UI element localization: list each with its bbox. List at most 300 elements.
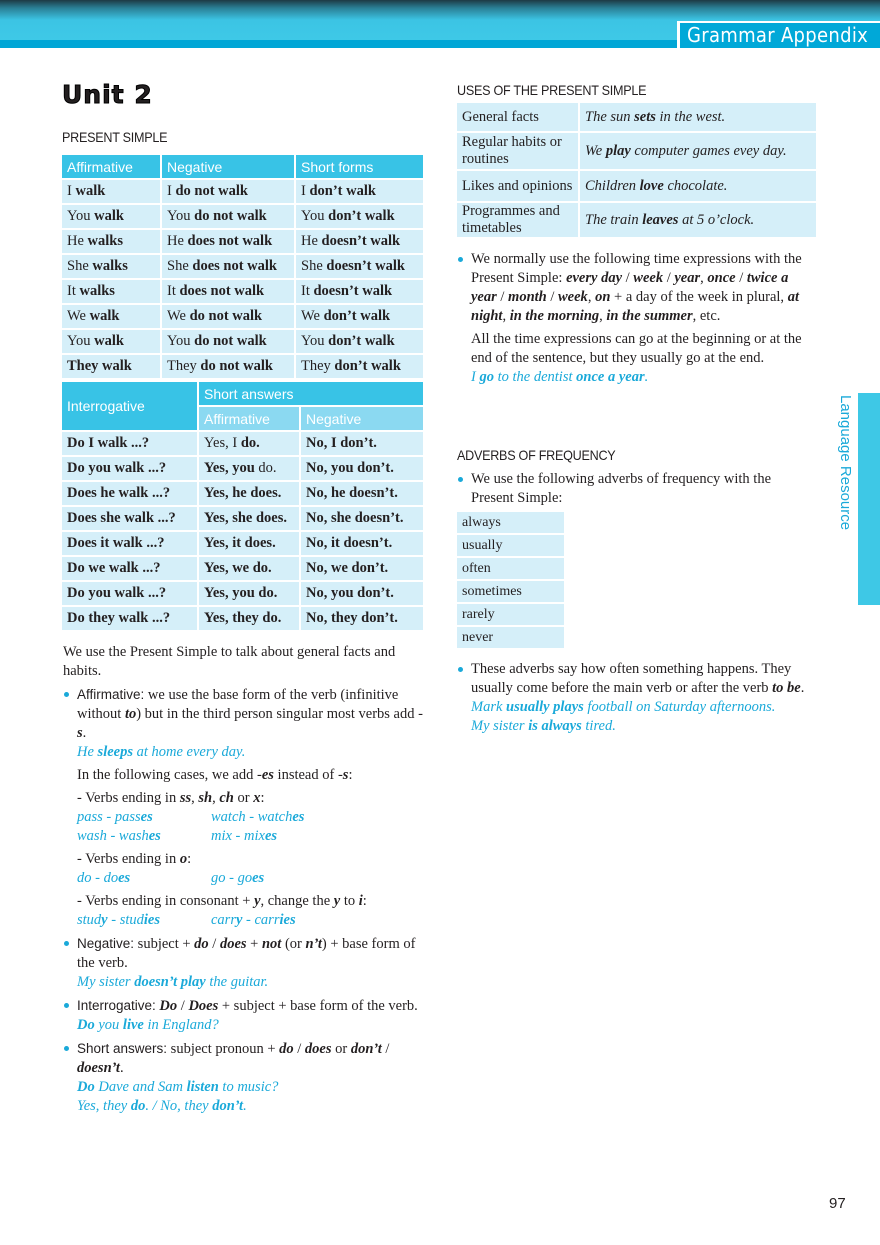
example-word bbox=[211, 808, 304, 827]
note bbox=[77, 789, 423, 808]
text-segment: Does she walk ...? bbox=[67, 510, 176, 526]
page-number: 97 bbox=[829, 1195, 846, 1212]
text-segment: Do bbox=[77, 1017, 95, 1033]
example-word bbox=[77, 808, 211, 827]
text-segment: It bbox=[167, 283, 180, 299]
text-segment: at home every day. bbox=[132, 744, 246, 760]
col-interrogative: Interrogative bbox=[62, 382, 197, 430]
table-cell bbox=[199, 532, 299, 555]
text-segment: , bbox=[587, 289, 596, 305]
table-cell bbox=[62, 432, 197, 455]
text-segment: is always bbox=[528, 718, 582, 734]
table-row bbox=[62, 230, 423, 253]
table-row bbox=[457, 535, 564, 556]
text-segment: does not walk bbox=[187, 233, 273, 249]
table-cell bbox=[199, 557, 299, 580]
table-cell bbox=[162, 355, 294, 378]
table-cell bbox=[457, 203, 578, 237]
table-row bbox=[457, 604, 564, 625]
text-segment: don’t walk bbox=[323, 308, 391, 324]
text-segment: I bbox=[471, 369, 480, 385]
text-segment: ) but in the third person singular most verbs add - bbox=[136, 706, 423, 722]
adverb-item: often bbox=[457, 558, 564, 579]
table-row bbox=[62, 557, 423, 580]
paragraph bbox=[457, 330, 817, 368]
text-segment: we use the base form of the verb (infinitive without bbox=[77, 687, 399, 722]
text-segment: the guitar. bbox=[205, 974, 269, 990]
text-segment: Yes, they bbox=[77, 1098, 131, 1114]
text-segment: , bbox=[191, 790, 199, 806]
text-segment: He bbox=[77, 744, 98, 760]
text-segment: : bbox=[260, 790, 265, 806]
text-segment: usually plays bbox=[506, 699, 584, 715]
bullet-text bbox=[156, 998, 418, 1014]
text-segment: . bbox=[243, 1098, 247, 1114]
text-segment: computer games evey day. bbox=[630, 142, 787, 159]
table-cell bbox=[580, 171, 816, 201]
table-cell bbox=[301, 557, 423, 580]
unit-title: Unit 2 bbox=[62, 80, 153, 109]
example-pair bbox=[77, 808, 423, 827]
example-pair bbox=[77, 827, 423, 846]
text-segment: Children bbox=[585, 177, 640, 194]
text-segment: walk bbox=[75, 183, 106, 199]
table-row bbox=[62, 205, 423, 228]
text-segment: / bbox=[293, 1041, 305, 1057]
adverbs-bullet bbox=[457, 470, 817, 508]
text-segment: don’t walk bbox=[334, 358, 401, 374]
adverb-item: always bbox=[457, 512, 564, 533]
text-segment: No, he doesn’t. bbox=[306, 485, 398, 501]
table-cell bbox=[62, 482, 197, 505]
text-segment: + bbox=[246, 936, 262, 952]
text-segment: tired. bbox=[581, 718, 616, 734]
text-segment: once a year bbox=[576, 369, 645, 385]
table-cell bbox=[580, 203, 816, 237]
text-segment: No, she doesn’t. bbox=[306, 510, 404, 526]
text-segment: sleeps bbox=[97, 744, 133, 760]
table-row bbox=[62, 432, 423, 455]
text-segment: walks bbox=[92, 258, 128, 274]
text-segment: chocolate. bbox=[663, 177, 728, 194]
text-segment: doesn’t walk bbox=[326, 258, 405, 274]
text-segment: Does bbox=[188, 998, 219, 1014]
text-segment: es bbox=[140, 809, 153, 825]
table-cell bbox=[457, 133, 578, 169]
text-segment: to be bbox=[772, 680, 801, 696]
text-segment: live bbox=[122, 1017, 144, 1033]
example-word bbox=[77, 911, 211, 930]
text-segment: once bbox=[707, 270, 736, 286]
text-segment: walks bbox=[87, 233, 124, 249]
text-segment: sets bbox=[634, 108, 656, 125]
text-segment: The train bbox=[585, 211, 643, 228]
text-segment: to bbox=[340, 893, 359, 909]
note bbox=[77, 850, 423, 869]
table-cell bbox=[62, 330, 160, 353]
table-cell bbox=[162, 280, 294, 303]
table-cell bbox=[199, 507, 299, 530]
text-segment: do not walk bbox=[194, 333, 267, 349]
text-segment: Yes, he does. bbox=[204, 485, 282, 501]
text-segment: mix - mix bbox=[211, 828, 265, 844]
text-segment: / bbox=[381, 1041, 390, 1057]
text-segment: We bbox=[167, 308, 190, 324]
text-segment: love bbox=[639, 177, 664, 194]
adverb-item: usually bbox=[457, 535, 564, 556]
text-segment: Do we walk ...? bbox=[67, 560, 161, 576]
text-segment: walk bbox=[94, 208, 124, 224]
text-segment: , etc. bbox=[692, 308, 721, 324]
col-short-answers: Short answers bbox=[199, 382, 423, 405]
table-cell bbox=[162, 180, 294, 203]
text-segment: We bbox=[301, 308, 324, 324]
text-segment: do bbox=[130, 1098, 146, 1114]
text-segment: ies bbox=[279, 912, 296, 928]
table-row bbox=[62, 482, 423, 505]
text-segment: + a day of the week in plural, bbox=[610, 289, 788, 305]
uses-heading: USES OF THE PRESENT SIMPLE bbox=[457, 82, 647, 98]
text-segment: He bbox=[67, 233, 88, 249]
text-segment: Do they walk ...? bbox=[67, 610, 171, 626]
table-cell bbox=[62, 557, 197, 580]
table-cell bbox=[301, 482, 423, 505]
text-segment: leaves bbox=[642, 211, 679, 228]
text-segment: go - go bbox=[211, 870, 253, 886]
text-segment: . bbox=[119, 1060, 124, 1076]
text-segment: / bbox=[177, 998, 189, 1014]
text-segment: y bbox=[333, 893, 341, 909]
text-segment: He bbox=[301, 233, 322, 249]
text-segment: Yes, you bbox=[204, 460, 259, 476]
table-row bbox=[62, 330, 423, 353]
note bbox=[77, 766, 423, 785]
text-segment: Likes and opinions bbox=[462, 177, 573, 194]
text-segment: year bbox=[674, 270, 701, 286]
text-segment: s bbox=[342, 767, 349, 783]
table-cell bbox=[301, 432, 423, 455]
example-word bbox=[77, 827, 211, 846]
example bbox=[457, 368, 817, 387]
table-row bbox=[62, 255, 423, 278]
interrogative-bullet bbox=[63, 996, 423, 1035]
note bbox=[77, 892, 423, 911]
text-segment: do not walk bbox=[200, 358, 273, 374]
col-sa-negative: Negative bbox=[301, 407, 423, 430]
text-segment: , bbox=[502, 308, 510, 324]
table-cell bbox=[301, 582, 423, 605]
text-segment: y bbox=[235, 912, 243, 928]
text-segment: does not walk bbox=[192, 258, 277, 274]
text-segment: walks bbox=[79, 283, 115, 299]
bullet-label: Negative: bbox=[77, 936, 135, 951]
text-segment: watch - watch bbox=[211, 809, 293, 825]
text-segment: , bbox=[700, 270, 708, 286]
table-cell bbox=[62, 355, 160, 378]
text-segment: . bbox=[82, 725, 87, 741]
section-title: Grammar Appendix bbox=[677, 21, 880, 48]
text-segment: Yes, I bbox=[204, 435, 241, 451]
text-segment: to bbox=[124, 706, 137, 722]
text-segment: to the dentist bbox=[493, 369, 577, 385]
text-segment: to music? bbox=[218, 1079, 279, 1095]
text-segment: doesn’t walk bbox=[313, 283, 393, 299]
text-segment: General facts bbox=[462, 108, 539, 125]
table-cell bbox=[62, 607, 197, 630]
text-segment: / bbox=[546, 289, 559, 305]
table-cell bbox=[296, 230, 423, 253]
text-segment: does bbox=[219, 936, 247, 952]
text-segment: does bbox=[304, 1041, 332, 1057]
text-segment: y bbox=[254, 893, 261, 909]
text-segment: My sister bbox=[471, 718, 529, 734]
text-segment: sh bbox=[198, 790, 213, 806]
table-cell bbox=[199, 457, 299, 480]
text-segment: . bbox=[644, 369, 649, 385]
text-segment: stud bbox=[77, 912, 102, 928]
text-segment: don’t bbox=[350, 1041, 382, 1057]
text-segment: - carr bbox=[242, 912, 280, 928]
text-segment: She bbox=[67, 258, 93, 274]
adverbs-position-bullet bbox=[457, 660, 817, 698]
col-negative: Negative bbox=[162, 155, 294, 178]
table-cell bbox=[162, 230, 294, 253]
text-segment: s bbox=[77, 725, 83, 741]
text-segment: Do bbox=[77, 1079, 95, 1095]
text-segment: Do you walk ...? bbox=[67, 585, 167, 601]
table-cell bbox=[62, 582, 197, 605]
text-segment: - Verbs ending in bbox=[77, 790, 180, 806]
text-segment: She bbox=[167, 258, 193, 274]
text-segment: In the following cases, we add - bbox=[77, 767, 262, 783]
text-segment: The sun bbox=[585, 108, 635, 125]
text-segment: es bbox=[261, 767, 274, 783]
text-segment: , change the bbox=[260, 893, 334, 909]
table-cell bbox=[296, 180, 423, 203]
text-segment: / bbox=[735, 270, 747, 286]
text-segment: You bbox=[67, 333, 95, 349]
table-row bbox=[62, 280, 423, 303]
text-segment: walk bbox=[89, 308, 120, 324]
bullet-label: Interrogative: bbox=[77, 998, 156, 1013]
text-segment: wash - wash bbox=[77, 828, 149, 844]
table-cell bbox=[580, 103, 816, 131]
text-segment: All the time expressions can go at the beginning or at the end of the sentence, but they usually go at the end. bbox=[471, 331, 802, 366]
text-segment: do. bbox=[240, 435, 260, 451]
text-segment: You bbox=[301, 208, 329, 224]
text-segment: : bbox=[348, 767, 353, 783]
example-word bbox=[211, 911, 296, 930]
col-short-forms: Short forms bbox=[296, 155, 423, 178]
left-explanation bbox=[63, 643, 423, 1120]
example bbox=[77, 1078, 423, 1097]
table-cell bbox=[301, 457, 423, 480]
example bbox=[77, 973, 423, 992]
text-segment: You bbox=[167, 208, 195, 224]
negative-bullet bbox=[63, 934, 423, 992]
text-segment: She bbox=[301, 258, 327, 274]
table-cell bbox=[296, 280, 423, 303]
text-segment: / bbox=[496, 289, 509, 305]
example-word bbox=[211, 827, 277, 846]
text-segment: week bbox=[633, 270, 664, 286]
text-segment: do - do bbox=[77, 870, 119, 886]
text-segment: on bbox=[595, 289, 611, 305]
text-segment: My sister bbox=[77, 974, 135, 990]
text-segment: don’t walk bbox=[328, 208, 395, 224]
time-expressions-bullet bbox=[457, 250, 817, 326]
text-segment: don’t walk bbox=[328, 333, 395, 349]
text-segment: week bbox=[558, 289, 588, 305]
text-segment: or bbox=[233, 790, 254, 806]
interrogative-table bbox=[60, 380, 425, 632]
text-segment: es bbox=[252, 870, 265, 886]
text-segment: listen bbox=[186, 1079, 219, 1095]
table-cell bbox=[62, 457, 197, 480]
text-segment: I bbox=[67, 183, 76, 199]
text-segment: in the west. bbox=[655, 108, 726, 125]
text-segment: don’t walk bbox=[309, 183, 376, 199]
table-cell bbox=[62, 280, 160, 303]
bullet-label: Short answers: bbox=[77, 1041, 168, 1056]
text-segment: - Verbs ending in consonant + bbox=[77, 893, 255, 909]
text-segment: Yes, we do. bbox=[204, 560, 272, 576]
table-row bbox=[62, 607, 423, 630]
table-cell bbox=[62, 180, 160, 203]
text-segment: - stud bbox=[107, 912, 144, 928]
table-row bbox=[457, 171, 816, 201]
text-segment: you bbox=[94, 1017, 123, 1033]
text-segment: es bbox=[264, 828, 278, 844]
adverb-item: sometimes bbox=[457, 581, 564, 602]
table-cell bbox=[62, 305, 160, 328]
text-segment: o bbox=[179, 851, 188, 867]
text-segment: Do you walk ...? bbox=[67, 460, 167, 476]
text-segment: does not walk bbox=[179, 283, 265, 299]
text-segment: do not walk bbox=[175, 183, 248, 199]
table-cell bbox=[199, 582, 299, 605]
table-cell bbox=[62, 532, 197, 555]
side-tab-label: Language Resource bbox=[837, 395, 854, 531]
text-segment: Mark bbox=[471, 699, 507, 715]
example bbox=[77, 743, 423, 762]
text-segment: ies bbox=[143, 912, 160, 928]
text-segment: not bbox=[261, 936, 282, 952]
intro-text bbox=[63, 643, 423, 681]
example-pair bbox=[77, 869, 423, 888]
text-segment: go bbox=[479, 369, 494, 385]
text-segment: Dave and Sam bbox=[94, 1079, 187, 1095]
table-row bbox=[62, 507, 423, 530]
table-row bbox=[62, 180, 423, 203]
text-segment: i bbox=[358, 893, 363, 909]
text-segment: You bbox=[67, 208, 95, 224]
text-segment: or bbox=[331, 1041, 351, 1057]
text-segment: at 5 o’clock. bbox=[678, 211, 755, 228]
text-segment: : bbox=[187, 851, 192, 867]
text-segment: They bbox=[301, 358, 335, 374]
text-segment: (or bbox=[281, 936, 306, 952]
text-segment: Yes, it does. bbox=[204, 535, 276, 551]
text-segment: pass - pass bbox=[77, 809, 141, 825]
table-row bbox=[62, 305, 423, 328]
text-segment: do not walk bbox=[189, 308, 263, 324]
uses-explanation bbox=[457, 250, 817, 387]
text-segment: We bbox=[67, 308, 90, 324]
example bbox=[457, 698, 817, 717]
table-cell bbox=[62, 230, 160, 253]
text-segment: + subject + base form of the verb. bbox=[218, 998, 418, 1014]
example bbox=[77, 1097, 423, 1116]
table-cell bbox=[162, 205, 294, 228]
text-segment: Do I walk ...? bbox=[67, 435, 150, 451]
text-segment: Does he walk ...? bbox=[67, 485, 171, 501]
text-segment: doesn’t play bbox=[134, 974, 206, 990]
text-segment: n’t bbox=[305, 936, 322, 952]
text-segment: x bbox=[253, 790, 261, 806]
table-cell bbox=[301, 507, 423, 530]
table-cell bbox=[162, 330, 294, 353]
text-segment: No, we don’t. bbox=[306, 560, 389, 576]
text-segment: do bbox=[279, 1041, 294, 1057]
adverbs-usage bbox=[457, 660, 817, 736]
text-segment: Programmes and timetables bbox=[462, 203, 560, 236]
text-segment: doesn’t bbox=[77, 1060, 120, 1076]
text-segment: do bbox=[194, 936, 209, 952]
text-segment: ) + base form of the verb. bbox=[77, 936, 416, 971]
text-segment: in the morning bbox=[509, 308, 600, 324]
text-segment: We normally use the following time expressions with the Present Simple: bbox=[471, 251, 802, 286]
text-segment: No, they don’t. bbox=[306, 610, 398, 626]
text-segment: I bbox=[167, 183, 176, 199]
table-row bbox=[457, 203, 816, 237]
table-cell bbox=[62, 255, 160, 278]
text-segment: You bbox=[301, 333, 329, 349]
col-affirmative: Affirmative bbox=[62, 155, 160, 178]
text-segment: Does it walk ...? bbox=[67, 535, 165, 551]
text-segment: at night bbox=[471, 289, 799, 324]
table-row bbox=[62, 532, 423, 555]
text-segment: carr bbox=[211, 912, 236, 928]
table-cell bbox=[162, 305, 294, 328]
text-segment: . / No, they bbox=[145, 1098, 213, 1114]
text-segment: We use the Present Simple to talk about general facts and habits. bbox=[63, 644, 396, 679]
bullet-label: Affirmative: bbox=[77, 687, 145, 702]
table-row bbox=[457, 512, 564, 533]
table-cell bbox=[62, 507, 197, 530]
text-segment: twice a year bbox=[471, 270, 789, 305]
text-segment: They walk bbox=[67, 358, 132, 374]
text-segment: in the summer bbox=[606, 308, 693, 324]
table-cell bbox=[457, 103, 578, 131]
affirmative-bullet bbox=[63, 685, 423, 930]
text-segment: Do bbox=[159, 998, 178, 1014]
text-segment: You bbox=[167, 333, 195, 349]
table-row bbox=[457, 581, 564, 602]
text-segment: ss bbox=[179, 790, 192, 806]
text-segment: No, it doesn’t. bbox=[306, 535, 393, 551]
table-cell bbox=[199, 432, 299, 455]
example bbox=[77, 1016, 423, 1035]
table-cell bbox=[162, 255, 294, 278]
example-pair bbox=[77, 911, 423, 930]
text-segment: These adverbs say how often something happens. They usually come before the main verb or after the verb bbox=[471, 661, 792, 696]
text-segment: es bbox=[118, 870, 131, 886]
table-header-row bbox=[62, 155, 423, 178]
table-cell bbox=[296, 205, 423, 228]
table-cell bbox=[296, 305, 423, 328]
text-segment: We bbox=[585, 142, 606, 159]
